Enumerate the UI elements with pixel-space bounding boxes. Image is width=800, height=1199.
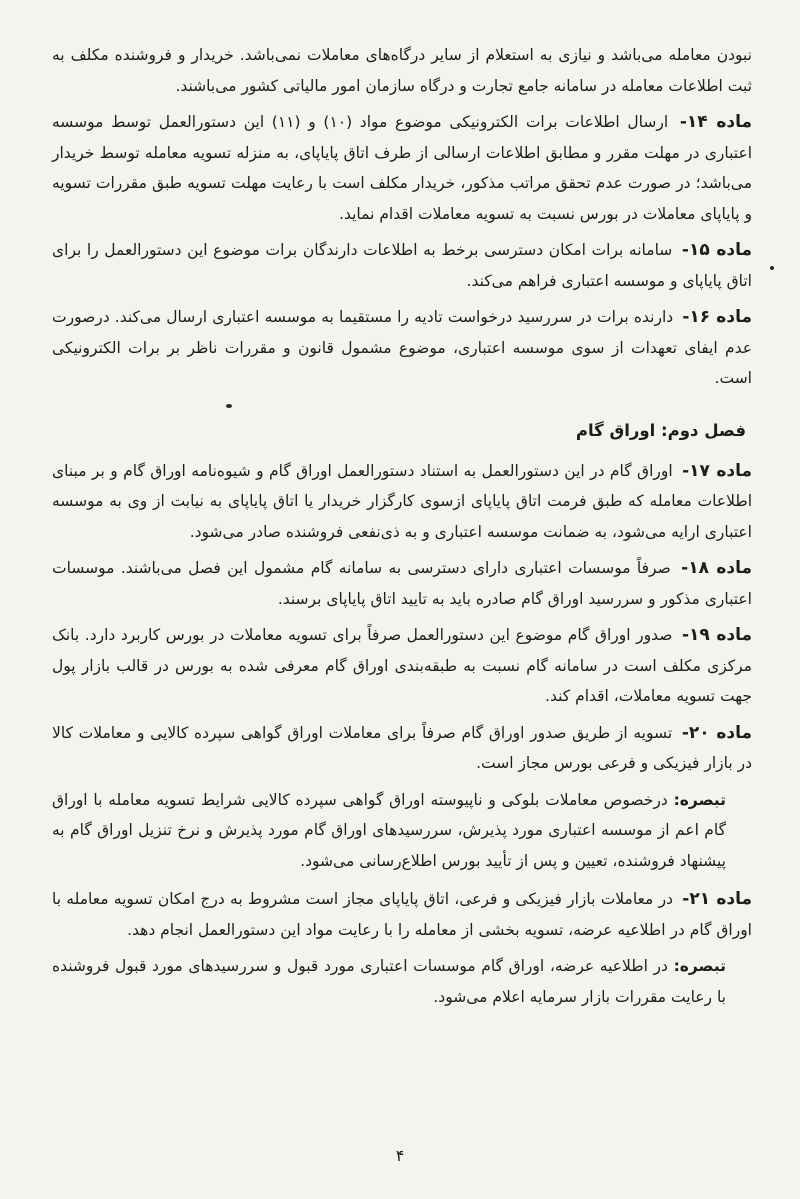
article-17-text: اوراق گام در این دستورالعمل به استناد دستورالعمل اوراق گام و شیوه‌نامه اوراق گام و بر مبنای اطلاعات معامله که طبق فرمت اتاق پایاپای ازسوی کارگزار خریدار یا اتاق پایاپای به نیابت از وی به موسسه اعتباری ارایه می‌شود، به ضمانت موسسه اعتباری و به ذی‌نفعی فروشنده صادر می‌شود. xyxy=(52,461,752,541)
note-2-text: در اطلاعیه عرضه، اوراق گام موسسات اعتباری مورد قبول و سررسیدهای مورد قبول فروشنده با رعایت مقررات بازار سرمایه اعلام می‌شود. xyxy=(52,957,726,1006)
article-21-text: در معاملات بازار فیزیکی و فرعی، اتاق پایاپای مجاز است مشروط به درج امکان تسویه معامله با اوراق گام در اطلاعیه عرضه، تسویه بخشی از معامله را با رعایت مواد این دستورالعمل انجام دهد. xyxy=(52,890,752,939)
article-19-text: صدور اوراق گام موضوع این دستورالعمل صرفاً برای تسویه معاملات در بورس کاربرد دارد. بانک مرکزی مکلف است در سامانه گام نسبت به طبقه‌بندی اوراق گام معرفی شده به بورس در قالب بازار پول جهت تسویه معاملات، اقدام کند. xyxy=(52,626,752,705)
article-15-text: سامانه برات امکان دسترسی برخط به اطلاعات دارندگان برات موضوع این دستورالعمل را برای اتاق پایاپای و موسسه اعتباری فراهم می‌کند. xyxy=(52,241,752,290)
article-18 xyxy=(52,553,752,614)
paper-speck xyxy=(770,266,774,270)
paper-speck xyxy=(226,404,232,408)
note-2-label: تبصره: xyxy=(673,957,726,975)
article-16-text: دارنده برات در سررسید درخواست تادیه را مستقیما به موسسه اعتباری ارسال می‌کند. درصورت عدم ایفای تعهدات از سوی موسسه اعتباری، موضوع مشمول قانون و مقررات ناظر بر برات الکترونیکی است. xyxy=(52,308,752,387)
note-1-text: درخصوص معاملات بلوکی و ناپیوسته اوراق گواهی سپرده کالایی شرایط تسویه معامله با اوراق گام اعم از موسسه اعتباری مورد پذیرش، سررسیدهای اوراق گام مورد پذیرش و نرخ تنزیل اوراق گام به پیشنهاد فروشنده، تعیین و پس از تأیید بورس اطلاع‌رسانی می‌شود. xyxy=(52,790,726,870)
article-15-label: ماده ۱۵- xyxy=(681,240,752,260)
article-20 xyxy=(52,718,752,779)
chapter-heading: فصل دوم: اوراق گام xyxy=(575,420,746,440)
article-19-label: ماده ۱۹- xyxy=(681,625,752,645)
intro-paragraph: نبودن معامله می‌باشد و نیازی به استعلام از سایر درگاه‌های معاملات نمی‌باشد. خریدار و فروشنده مکلف به ثبت اطلاعات معامله در سامانه جامع تجارت و درگاه سازمان امور مالیاتی کشور می‌باشند. xyxy=(52,46,752,95)
article-15 xyxy=(52,235,752,296)
note-1-label: تبصره: xyxy=(673,790,726,809)
article-19 xyxy=(52,620,752,712)
article-20-text: تسویه از طریق صدور اوراق گام صرفاً برای معاملات اوراق گواهی سپرده کالایی و معاملات کالا در بازار فیزیکی و فرعی بورس مجاز است. xyxy=(52,723,752,772)
article-17 xyxy=(52,456,752,548)
note-article-20 xyxy=(52,785,726,877)
article-21 xyxy=(52,884,752,945)
page-number: ۴ xyxy=(395,1146,405,1165)
article-21-label: ماده ۲۱- xyxy=(682,889,752,909)
note-article-21 xyxy=(52,951,726,1012)
article-16-label: ماده ۱۶- xyxy=(682,307,752,327)
article-14-text: ارسال اطلاعات برات الکترونیکی موضوع مواد (۱۰) و (۱۱) این دستورالعمل توسط موسسه اعتباری در مهلت مقرر و مطابق اطلاعات ارسالی از طرف اتاق پایاپای، به منزله تسویه معامله توسط خریدار می‌باشد؛ در صورت عدم تحقق مراتب مذکور، خریدار مکلف است با رعایت مهلت تسویه طبق مقررات تسویه و پایاپای معاملات در بورس نسبت به تسویه معاملات اقدام نماید. xyxy=(52,113,752,223)
article-14 xyxy=(52,107,752,229)
article-16 xyxy=(52,302,752,394)
article-18-text: صرفاً موسسات اعتباری دارای دسترسی به سامانه گام مشمول این فصل می‌باشند. موسسات اعتباری مذکور و سررسید اوراق گام صادره باید به تایید اتاق پایاپای برسند. xyxy=(52,559,752,608)
article-14-label: ماده ۱۴- xyxy=(679,112,752,132)
article-20-label: ماده ۲۰- xyxy=(681,722,752,743)
article-18-label: ماده ۱۸- xyxy=(681,558,752,578)
article-17-label: ماده ۱۷- xyxy=(682,460,752,481)
